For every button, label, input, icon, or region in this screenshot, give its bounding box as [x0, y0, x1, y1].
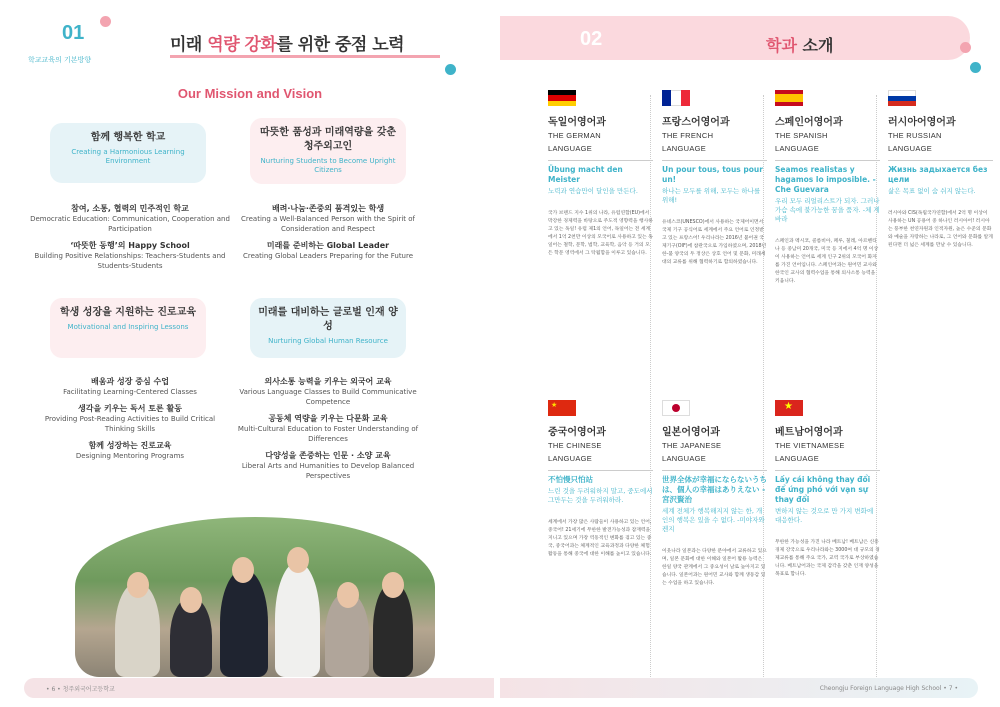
section-subtitle: 학교교육의 기본방향: [28, 56, 92, 64]
section-number: 02: [580, 28, 603, 50]
pink-dot-decoration: [960, 42, 971, 53]
lang-japanese: 일본어영어과 THE JAPANESE LANGUAGE 世界全体が幸福にならないうちは、個人の幸福はありえない -宮沢賢治 세계 전체가 행복해지지 않는 한, 개인의 행복은 있을 수 없다. -미야자와 켄지 이웃나라 일본과는 다양한 분야에서 교류하고 있으며, 일본 문화에 대한 이해와 일본어 활용 능력은 한일 양국 관계에서 그 중요성이 날로 높아지고 있습니다. 일본어과는 원어민 교사와 함께 생동감 있는 수업을 하고 있습니다.: [662, 400, 767, 588]
china-flag-icon: ★: [548, 400, 576, 416]
lang-chinese: ★ 중국어영어과 THE CHINESE LANGUAGE 不怕慢只怕站 느린 것을 두려워하지 말고, 중도에서 그만두는 것을 두려워하라. 세계에서 가장 많은 사람들이 사용하고 있는 언어, 중국어! 21세기에 무한한 발전가능성과 잠재력을 지니고 있으며 가장 역동적인 변화를 겪고 있는 중국, 중국어과는 체계적인 교육과정과 다양한 체험 활동을 통해 중국에 대한 이해를 높이고 있습니다.: [548, 401, 653, 557]
page-title: 미래 역량 강화를 위한 중점 노력: [170, 35, 405, 55]
group-photo: [75, 517, 435, 677]
lang-german: 독일어영어과 THE GERMAN LANGUAGE Übung macht den Meister 노력과 연습만이 달인을 만든다. 국가 브랜드 지수 1위의 나라, 유럽연합(EU)에서 막강한 경제력을 바탕으로 주도적 영향력을 행사하고 있는 독일! 유럽 제1의 언어, 독일어는 전 세계에서 1억 2천만 이상의 모국어로 사용하고 있는 독일어는 철학, 문학, 법학, 교육학, 음악 등 거의 모든 학문 영역에서 그 탁월함을 이루고 있습니다.: [548, 90, 653, 258]
vision-box-3: 학생 성장을 지원하는 진로교육 Motivational and Inspiring Lessons: [50, 298, 206, 358]
lang-french: 프랑스어영어과 THE FRENCH LANGUAGE Un pour tous, tous pour un! 하나는 모두를 위해, 모두는 하나를 위해! 유네스코(UNESCO)에서 사용하는 국제어이면서 국제 기구 공식어로 세계에서 주요 언어로 인정받고 있는 프랑스어! 우리나라는 2016년 불어권 국제기구(OIF)에 참관국으로 가입하였으며, 2018년 한-불 양국의 두 정상은 상호 언어 및 문화, 미래세대의 교류를 위해 협력하기로 합의하였습니다.: [662, 90, 767, 267]
pink-dot-decoration: [100, 16, 111, 27]
mission-title: Our Mission and Vision: [177, 86, 323, 101]
list-col-3: 배움과 성장 중심 수업 Facilitating Learning-Centered Classes 생각을 키우는 독서 토론 활동 Providing Post-Reading Activities to Build Critical Thinking Skills 함께 성장하는 진로교육 Designing Mentoring Programs: [44, 377, 216, 460]
page-title: 학과 소개: [766, 36, 834, 55]
vision-box-4: 미래를 대비하는 글로벌 인재 양성 Nurturing Global Human Resource: [250, 298, 406, 358]
vision-box-1: 함께 행복한 학교 Creating a Harmonious Learning Environment: [50, 123, 206, 183]
left-footer: • 6 • 청주외국어고등학교: [24, 678, 494, 698]
lang-vietnamese: ★ 베트남어영어과 THE VIETNAMESE LANGUAGE Lấy cái không thay đổi để ứng phó với vạn sự thay đổi 변하지 않는 것으로 만 가지 변화에 대응한다. 무한한 가능성을 가진 나라 베트남! 베트남은 신흥 경제 강국으로 우리나라와는 3000여 대 규모의 경제교류를 통해 주요 국가, 교역 국가로 부상하였습니다. 베트남어과는 국제 감각을 갖춘 인재 양성을 목표로 합니다.: [775, 401, 880, 577]
vision-box-2: 따뜻한 품성과 미래역량을 갖춘 청주외고인 Nurturing Students to Become Upright Citizens: [250, 118, 406, 184]
lang-russian: 러시아어영어과 THE RUSSIAN LANGUAGE Жизнь задыхается без цели 삶은 목표 없이 숨 쉬지 않는다. 러시아와 CIS(독립국가연합)에서 2억 명 이상이 사용하는 UN 공용어 중 하나인 러시아어! 러시아는 풍부한 천연자원과 인적자원, 높은 수준의 문화와 예술을 자랑하는 나라로, 그 언어와 문화를 알게 된다면 더 넓은 세계를 만날 수 있습니다.: [888, 90, 993, 250]
title-underline: [170, 55, 440, 58]
japan-flag-icon: [662, 400, 690, 416]
germany-flag-icon: [548, 90, 576, 106]
section-number: 01: [62, 22, 85, 44]
list-col-2: 배려·나눔·존중의 품격있는 학생 Creating a Well-Balanced Person with the Spirit of Consideration and Respect 미래를 준비하는 Global Leader Creating Global Leaders Preparing for the Future: [241, 204, 415, 260]
vietnam-flag-icon: ★: [775, 400, 803, 416]
right-page: [500, 0, 1000, 707]
lang-spanish: 스페인어영어과 THE SPANISH LANGUAGE Seamos realistas y hagamos lo imposible. -Che Guevara 우리 모두 리얼리스트가 되자. 그러나 가슴 속에 불가능한 꿈을 품자. -체 게바라 스페인과 멕시코, 콜롬비아, 페루, 칠레, 아르헨티나 등 중남미 20개국, 미국 등 지에서 4억 명 이상이 사용하는 언어로 세계 인구 2위의 모국어 화자를 가진 언어입니다. 스페인어과는 원어민 교사와 한국인 교사의 협력수업을 통해 의사소통 능력을 키웁니다.: [775, 90, 880, 286]
right-footer: Cheongju Foreign Language High School • 7 •: [500, 678, 978, 698]
spain-flag-icon: [775, 90, 803, 106]
france-flag-icon: [662, 90, 690, 106]
russia-flag-icon: [888, 90, 916, 106]
teal-dot-decoration: [970, 62, 981, 73]
list-col-4: 의사소통 능력을 키우는 외국어 교육 Various Language Classes to Build Communicative Competence 공동체 역량을 키우는 다문화 교육 Multi-Cultural Education to Foster Understanding of Differences 다양성을 존중하는 인문 · 소양 교육 Liberal Arts and Humanities to Develop Balanced Perspectives: [237, 377, 419, 480]
list-col-1: 참여, 소통, 협력의 민주적인 학교 Democratic Education: Communication, Cooperation and Participation ‘따뜻한 동행’의 Happy School Building Positive Relationships: Teachers-Students and Students-Students: [30, 204, 230, 270]
section-header-band: [500, 16, 970, 60]
teal-dot-decoration: [445, 64, 456, 75]
